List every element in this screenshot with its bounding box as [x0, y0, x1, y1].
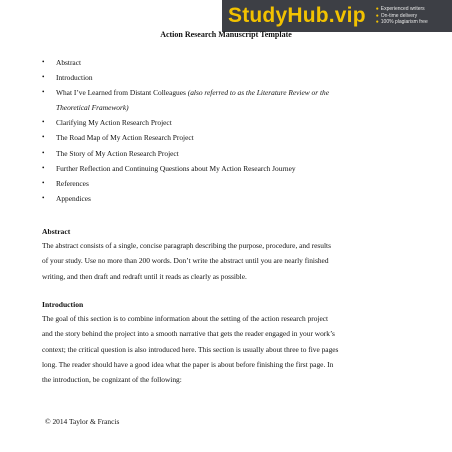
paragraph-line: long. The reader should have a good idea what the paper is about before finishing the first page. In — [42, 359, 334, 369]
bullet-icon: • — [42, 133, 45, 142]
bullet-icon: • — [42, 118, 45, 127]
paragraph-line: the introduction, be cognizant of the following: — [42, 375, 182, 385]
bullet-icon: • — [42, 163, 45, 172]
paragraph-line: The abstract consists of a single, concise paragraph describing the purpose, procedure, and results — [42, 241, 331, 250]
abstract-heading: Abstract — [42, 227, 71, 236]
check-icon: ● — [375, 19, 379, 26]
bullet-icon: • — [42, 193, 45, 202]
bullet-icon: • — [42, 148, 45, 157]
document-title: Action Research Manuscript Template — [160, 30, 292, 39]
abstract-paragraph — [42, 238, 414, 284]
toc-item: • Abstract — [42, 55, 422, 70]
introduction-heading: Introduction — [42, 300, 84, 309]
bullet-icon: • — [42, 58, 45, 66]
toc-item: • The Story of My Action Research Project — [42, 146, 422, 161]
toc-item: • What I’ve Learned from Distant Colleagues (also referred to as the Literature Review or the Theoretical Framework) — [42, 85, 422, 115]
paragraph-line: The goal of this section is to combine information about the setting of the action research project — [42, 314, 329, 323]
copyright-footer: © 2014 Taylor & Francis — [45, 417, 120, 426]
table-of-contents — [42, 55, 422, 206]
toc-item: • References — [42, 176, 422, 191]
watermark-feature: ● 100% plagiarism free — [375, 19, 428, 26]
watermark-feature: ● Experienced writers — [375, 6, 425, 13]
watermark-feature: ● On-time delivery — [375, 12, 418, 19]
toc-item: • Further Reflection and Continuing Questions about My Action Research Journey — [42, 161, 422, 176]
bullet-icon: • — [42, 178, 45, 187]
paragraph-line: writing, and then draft and redraft until it reads as clearly as possible. — [42, 271, 247, 281]
watermark-features — [376, 6, 428, 26]
toc-item-note: (also referred to as the Literature Review or the — [187, 88, 329, 98]
watermark-banner — [222, 0, 452, 32]
introduction-paragraph — [42, 311, 414, 387]
toc-item: • Appendices — [42, 191, 422, 206]
bullet-icon: • — [42, 73, 45, 82]
bullet-icon: • — [42, 88, 45, 97]
watermark-brand: StudyHub.vip — [228, 4, 366, 27]
paragraph-line: and the story behind the project into a smooth narrative that gets the reader engaged in your work’s — [42, 329, 335, 339]
toc-item-note: Theoretical Framework) — [56, 103, 129, 113]
paragraph-line: of your study. Use no more than 200 words. Don’t write the abstract until you are nearly finished — [42, 256, 329, 266]
toc-item: • Introduction — [42, 70, 422, 85]
check-icon: ● — [375, 6, 379, 13]
check-icon: ● — [375, 12, 379, 19]
paragraph-line: context; the critical question is also introduced here. This section is usually about three to five pages — [42, 344, 339, 354]
toc-item: • The Road Map of My Action Research Project — [42, 130, 422, 145]
toc-item: • Clarifying My Action Research Project — [42, 115, 422, 130]
